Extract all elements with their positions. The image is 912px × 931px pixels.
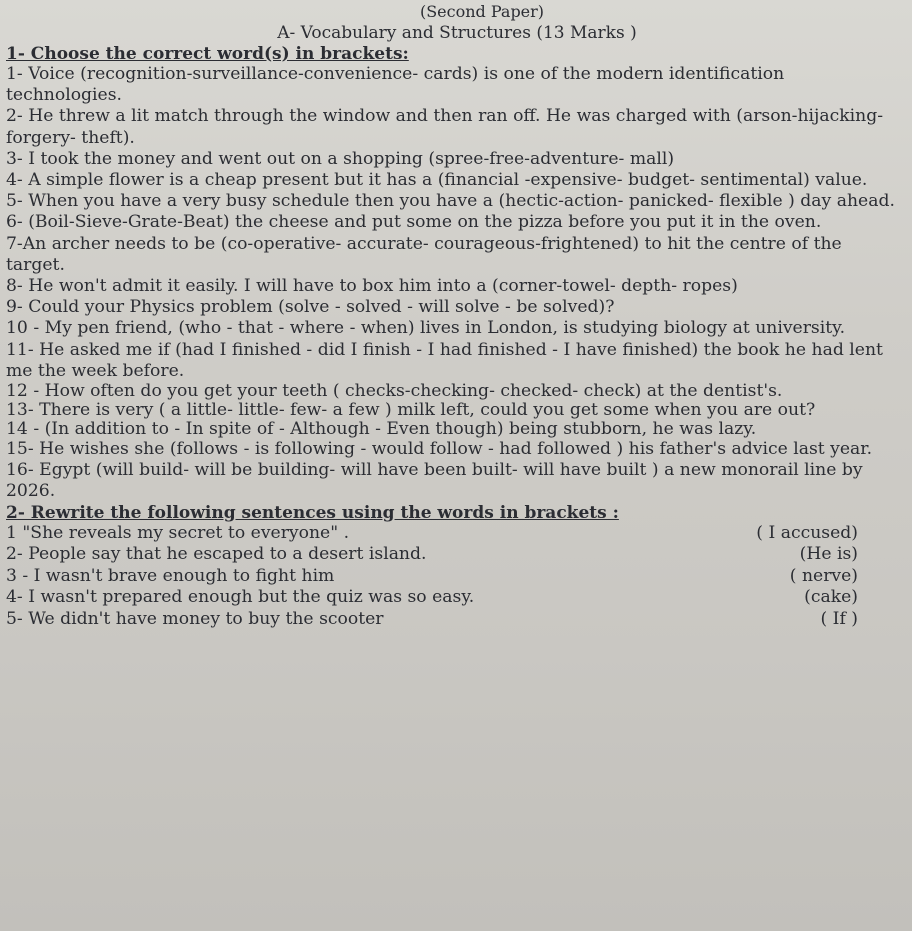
rewrite-item-5 — [6, 609, 898, 631]
question-5: 5- When you have a very busy schedule then you have a (hectic-action- panicked- flexible ) day ahead. — [6, 191, 895, 212]
question-3: 3- I took the money and went out on a shopping (spree-free-adventure- mall) — [6, 148, 675, 169]
rewrite-sentence: 3 - I wasn't brave enough to fight him — [6, 565, 335, 586]
part2-title: 2- Rewrite the following sentences using the words in brackets : — [6, 502, 619, 523]
question-8: 8- He won't admit it easily. I will have to box him into a (corner-towel- depth- ropes) — [6, 276, 738, 297]
question-12: 12 - How often do you get your teeth ( checks-checking- checked- check) at the dentist's. — [6, 381, 783, 402]
part1-title: 1- Choose the correct word(s) in brackets: — [6, 44, 409, 64]
rewrite-sentence: 1 "She reveals my secret to everyone" . — [6, 522, 350, 543]
section-title: A- Vocabulary and Structures (13 Marks ) — [277, 23, 637, 43]
rewrite-item-4 — [6, 587, 898, 609]
rewrite-sentence: 4- I wasn't prepared enough but the quiz was so easy. — [6, 587, 475, 608]
rewrite-sentence: 2- People say that he escaped to a desert island. — [6, 544, 427, 565]
rewrite-sentence: 5- We didn't have money to buy the scooter — [6, 609, 384, 630]
rewrite-cue: ( If ) — [820, 609, 858, 630]
question-4: 4- A simple flower is a cheap present but it has a (financial -expensive- budget- sentimental) value. — [6, 170, 868, 191]
rewrite-cue: ( nerve) — [789, 565, 858, 586]
question-11: 11- He asked me if (had I finished - did I finish - I had finished - I have finished) the book he had lent me the week before. — [6, 339, 883, 381]
rewrite-item-1 — [6, 523, 898, 545]
rewrite-cue: (cake) — [804, 587, 858, 608]
paper-label: (Second Paper) — [419, 2, 545, 21]
question-7: 7-An archer needs to be (co-operative- accurate- courageous-frightened) to hit the centre of the target. — [6, 233, 842, 275]
question-2: 2- He threw a lit match through the window and then ran off. He was charged with (arson-hijacking- forgery- theft). — [6, 106, 884, 148]
rewrite-item-3 — [6, 566, 898, 588]
rewrite-cue: (He is) — [799, 544, 858, 565]
question-13: 13- There is very ( a little- little- few- a few ) milk left, could you get some when you are out? — [6, 400, 816, 421]
part2-section — [6, 503, 898, 631]
question-14: 14 - (In addition to - In spite of - Although - Even though) being stubborn, he was lazy. — [6, 419, 757, 440]
question-10: 10 - My pen friend, (who - that - where - when) lives in London, is studying biology at university. — [6, 318, 846, 339]
question-16: 16- Egypt (will build- will be building- will have been built- will have built ) a new monorail line by 2026. — [6, 460, 863, 502]
rewrite-cue: ( I accused) — [756, 522, 858, 543]
part1-section — [6, 44, 898, 503]
question-15: 15- He wishes she (follows - is following - would follow - had followed ) his father's advice last year. — [6, 439, 873, 460]
question-9: 9- Could your Physics problem (solve - solved - will solve - be solved)? — [6, 297, 615, 318]
question-6: 6- (Boil-Sieve-Grate-Beat) the cheese and put some on the pizza before you put it in the oven. — [6, 212, 822, 233]
question-1: 1- Voice (recognition-surveillance-convenience- cards) is one of the modern identification technologies. — [6, 64, 785, 106]
rewrite-item-2 — [6, 544, 898, 566]
exam-header — [6, 2, 898, 44]
